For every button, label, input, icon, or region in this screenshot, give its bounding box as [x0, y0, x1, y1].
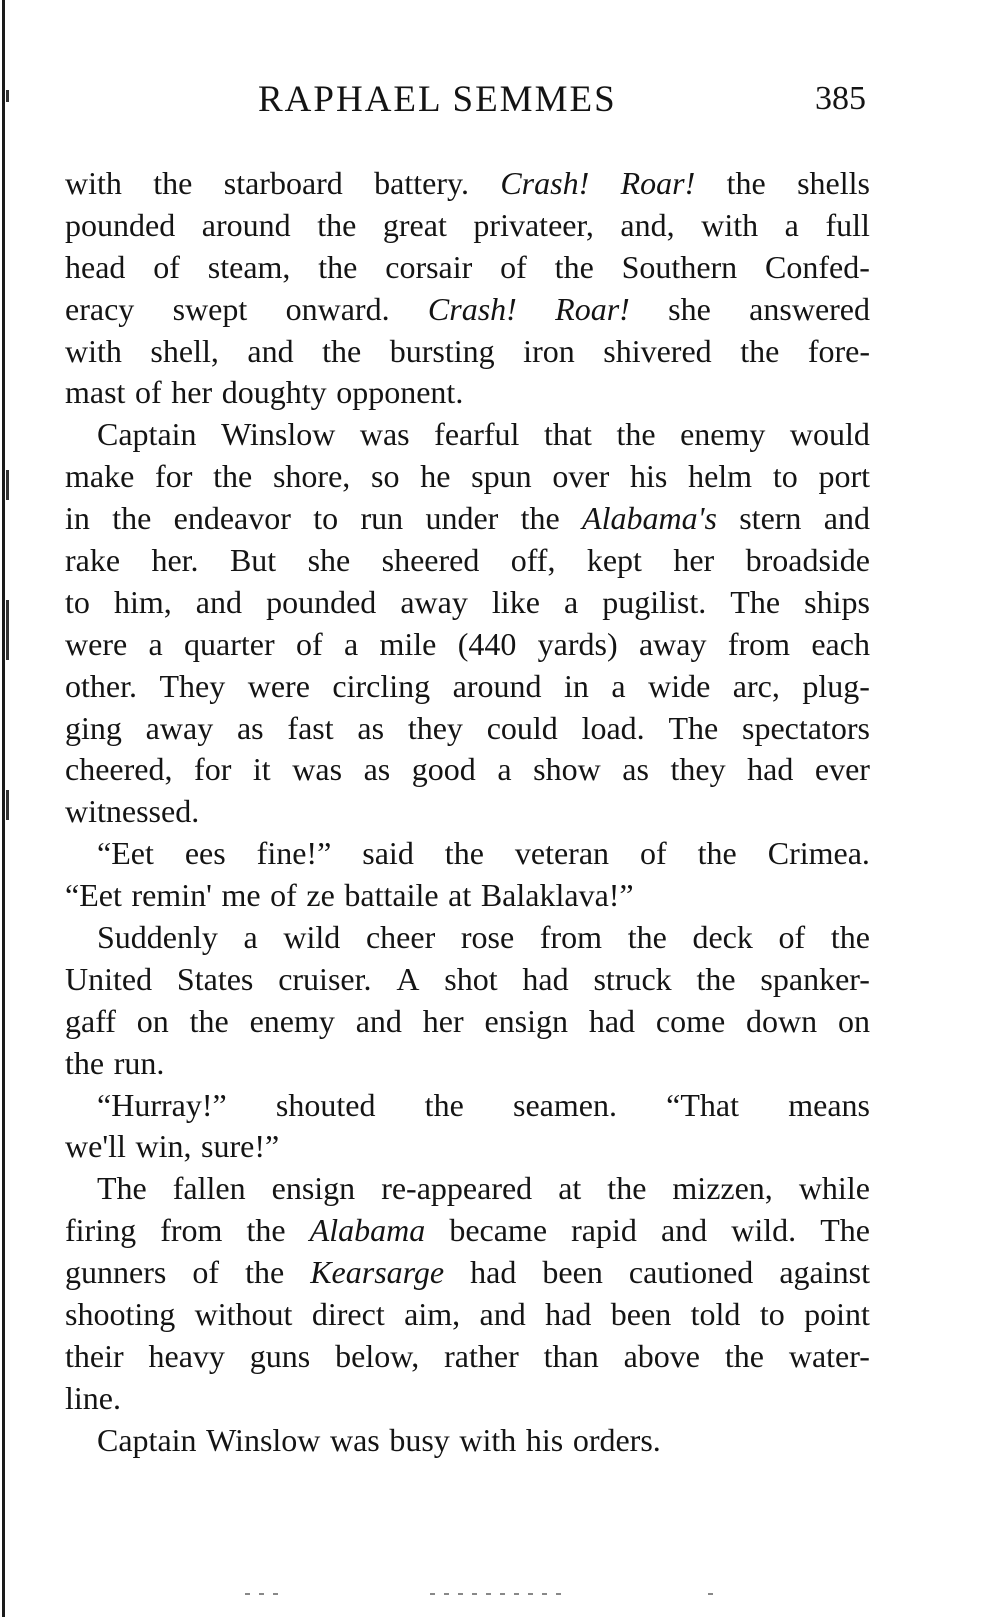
running-title: RAPHAEL SEMMES [258, 79, 617, 120]
text-line: United States cruiser. A shot had struck the spanker- [65, 960, 870, 997]
text-line: we'll win, sure!” [65, 1128, 280, 1165]
text-line: “Eet ees fine!” said the veteran of the Crimea. [97, 835, 870, 872]
edge-mark [6, 470, 9, 500]
text-line: The fallen ensign re-appeared at the mizzen, while [97, 1170, 870, 1207]
text-line: to him, and pounded away like a pugilist. The ships [65, 583, 870, 620]
text-line: gunners of the Kearsarge had been cautioned against [65, 1254, 870, 1291]
text-line: firing from the Alabama became rapid and wild. The [65, 1212, 870, 1249]
text-line: ging away as fast as they could load. The spectators [65, 709, 870, 746]
text-line: Captain Winslow was busy with his orders. [97, 1421, 661, 1458]
text-line: with the starboard battery. Crash! Roar! the shells [65, 165, 870, 201]
bottom-dots [708, 1593, 713, 1597]
text-line: witnessed. [65, 793, 200, 830]
text-line: Captain Winslow was fearful that the enemy would [97, 416, 870, 453]
text-line: gaff on the enemy and her ensign had come down on [65, 1002, 870, 1039]
text-line: were a quarter of a mile (440 yards) away from each [65, 625, 870, 662]
text-line: eracy swept onward. Crash! Roar! she answered [65, 290, 870, 327]
text-line: their heavy guns below, rather than above the water- [65, 1337, 870, 1374]
edge-mark [6, 790, 9, 820]
text-line: in the endeavor to run under the Alabama's stern and [65, 500, 870, 537]
text-line: Suddenly a wild cheer rose from the deck of the [97, 919, 870, 956]
text-line: rake her. But she sheered off, kept her broadside [65, 542, 870, 579]
text-line: with shell, and the bursting iron shivered the fore- [65, 332, 870, 369]
page-number: 385 [815, 80, 866, 117]
text-line: make for the shore, so he spun over his helm to port [65, 458, 870, 495]
body-text [65, 163, 870, 1462]
text-line: pounded around the great privateer, and, with a full [65, 206, 870, 243]
edge-mark [6, 600, 9, 660]
page-edge-rule [2, 0, 5, 1617]
text-line: other. They were circling around in a wide arc, plug- [65, 667, 870, 704]
text-line: “Hurray!” shouted the seamen. “That means [97, 1086, 870, 1123]
running-head [0, 78, 1000, 128]
bottom-dots [245, 1593, 278, 1597]
text-line: cheered, for it was as good a show as they had ever [65, 751, 870, 788]
bottom-dots [430, 1593, 561, 1597]
text-line: shooting without direct aim, and had been told to point [65, 1296, 870, 1333]
text-line: the run. [65, 1044, 165, 1081]
text-line: “Eet remin' me of ze battaile at Balaklava!” [65, 877, 634, 914]
text-line: line. [65, 1379, 121, 1416]
text-line: head of steam, the corsair of the Southern Confed- [65, 248, 870, 285]
text-line: mast of her doughty opponent. [65, 374, 464, 411]
